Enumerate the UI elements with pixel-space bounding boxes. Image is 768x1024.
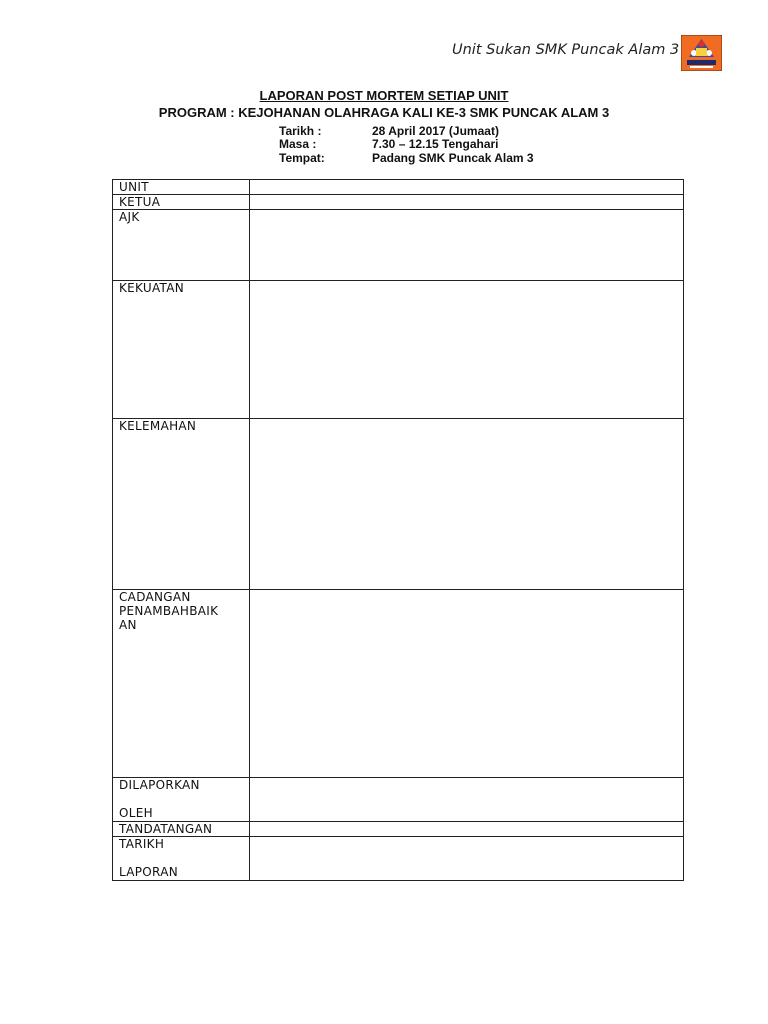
- dilaporkan-label: [113, 778, 250, 822]
- info-place-value: Padang SMK Puncak Alam 3: [372, 151, 534, 165]
- report-title: LAPORAN POST MORTEM SETIAP UNIT: [259, 88, 509, 103]
- page-header-text: Unit Sukan SMK Puncak Alam 3: [452, 42, 680, 58]
- info-time-label: Masa :: [279, 137, 317, 151]
- cadangan-label-line-3: AN: [119, 618, 137, 632]
- cadangan-label: [113, 590, 250, 778]
- dilaporkan-label-line-1: DILAPORKAN: [119, 778, 200, 792]
- kekuatan-label: KEKUATAN: [113, 281, 250, 419]
- cadangan-field[interactable]: [250, 590, 684, 778]
- tandatangan-field[interactable]: [250, 822, 684, 837]
- dilaporkan-field[interactable]: [250, 778, 684, 822]
- ajk-label: AJK: [113, 210, 250, 281]
- table-row: [113, 419, 684, 590]
- ketua-field[interactable]: [250, 195, 684, 210]
- ajk-field[interactable]: [250, 210, 684, 281]
- table-row: [113, 778, 684, 822]
- program-title: PROGRAM : KEJOHANAN OLAHRAGA KALI KE-3 SMK PUNCAK ALAM 3: [158, 105, 610, 120]
- table-row: [113, 180, 684, 195]
- table-row: [113, 590, 684, 778]
- ketua-label: KETUA: [113, 195, 250, 210]
- report-form-table: [112, 179, 684, 881]
- school-logo-icon: [681, 35, 722, 71]
- cadangan-label-line-2: PENAMBAHBAIK: [119, 604, 219, 618]
- dilaporkan-label-line-2: OLEH: [119, 806, 153, 820]
- table-row: [113, 195, 684, 210]
- info-time-value: 7.30 – 12.15 Tengahari: [372, 137, 499, 151]
- kelemahan-field[interactable]: [250, 419, 684, 590]
- tarikh-laporan-field[interactable]: [250, 837, 684, 881]
- table-row: [113, 281, 684, 419]
- table-row: [113, 822, 684, 837]
- unit-field[interactable]: [250, 180, 684, 195]
- info-date-label: Tarikh :: [279, 124, 322, 138]
- table-row: [113, 210, 684, 281]
- kekuatan-field[interactable]: [250, 281, 684, 419]
- tarikh-laporan-label: [113, 837, 250, 881]
- cadangan-label-line-1: CADANGAN: [119, 590, 191, 604]
- tandatangan-label: TANDATANGAN: [113, 822, 250, 837]
- tarikh-laporan-label-line-2: LAPORAN: [119, 865, 178, 879]
- kelemahan-label: KELEMAHAN: [113, 419, 250, 590]
- table-row: [113, 837, 684, 881]
- tarikh-laporan-label-line-1: TARIKH: [119, 837, 165, 851]
- unit-label: UNIT: [113, 180, 250, 195]
- info-place-label: Tempat:: [279, 151, 325, 165]
- info-date-value: 28 April 2017 (Jumaat): [372, 124, 499, 138]
